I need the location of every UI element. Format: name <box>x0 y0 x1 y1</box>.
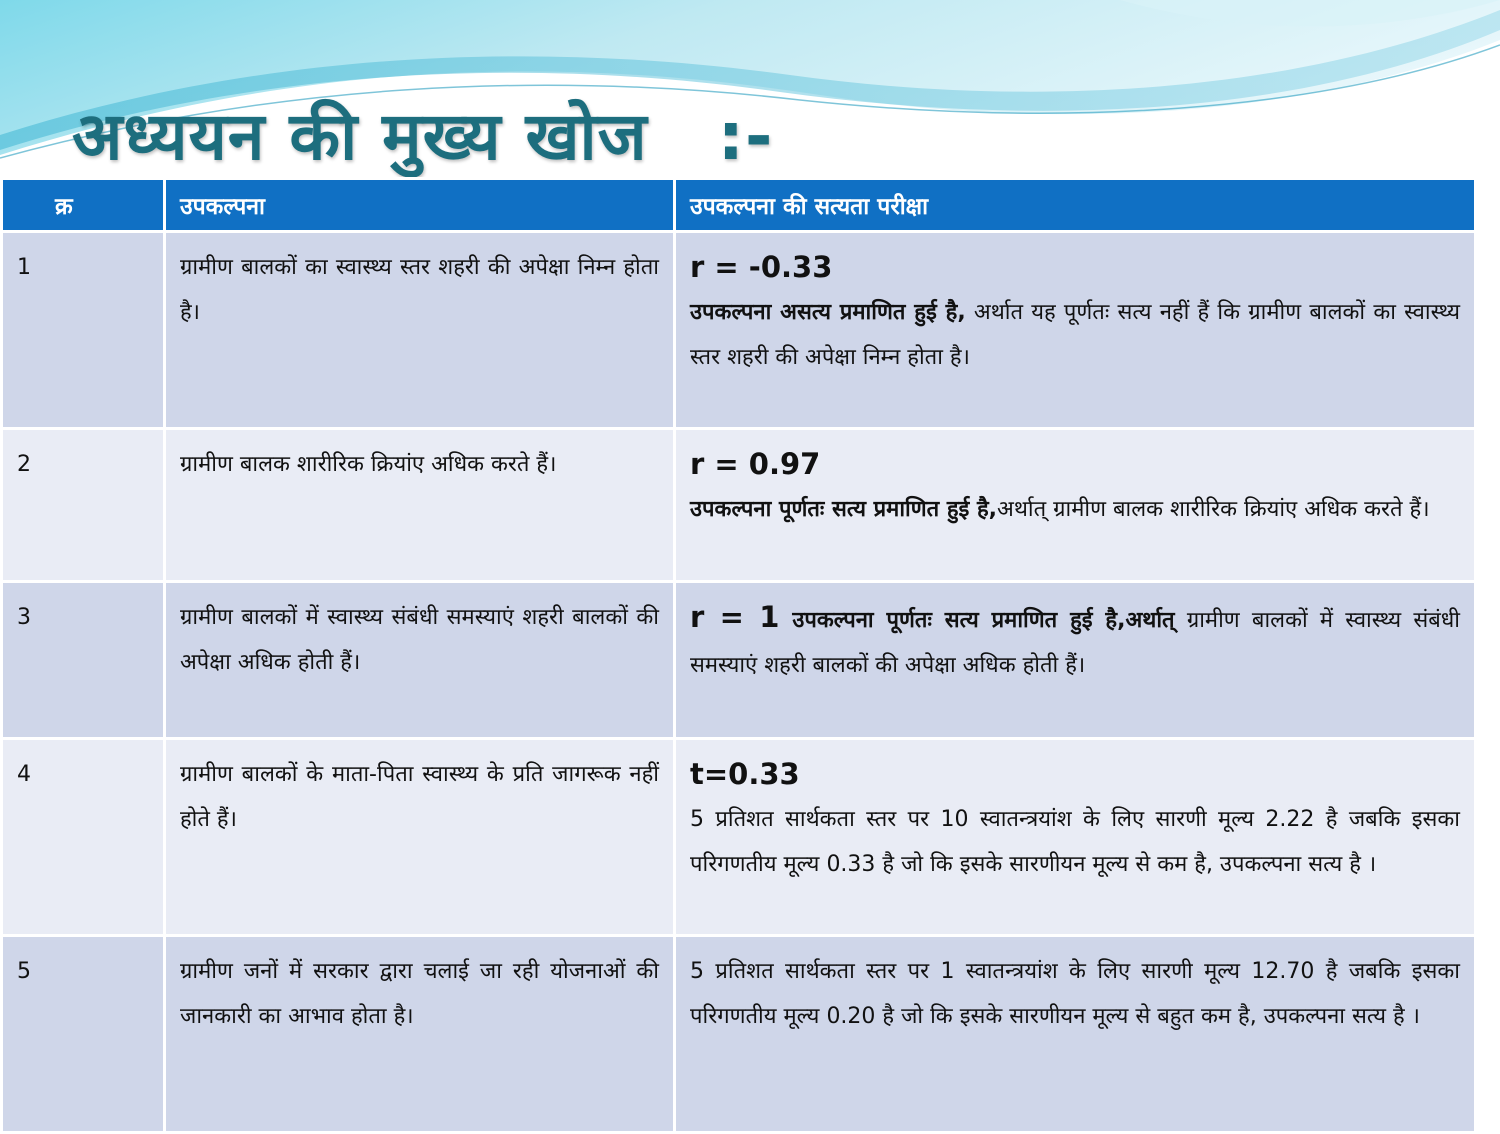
row-number: 2 <box>2 429 165 582</box>
header-test: उपकल्पना की सत्यता परीक्षा <box>675 179 1476 232</box>
slide-title-separator: :- <box>717 98 774 175</box>
test-explanation: 5 प्रतिशत सार्थकता स्तर पर 10 स्वातन्त्रयांश के लिए सारणी मूल्य 2.22 है जबकि इसका परिगणतीय मूल्य 0.33 है जो कि इसके सारणीयन मूल्य से कम है, उपकल्पना सत्य है । <box>690 807 1460 877</box>
slide-title <box>72 92 773 182</box>
hypothesis-cell: ग्रामीण बालकों के माता-पिता स्वास्थ्य के प्रति जागरूक नहीं होते हैं। <box>165 739 675 936</box>
test-statistic: r = 0.97 <box>690 447 821 481</box>
test-explanation: अर्थात यह पूर्णतः सत्य नहीं हैं कि ग्रामीण बालकों का स्वास्थ्य स्तर शहरी की अपेक्षा निम्न होता है। <box>690 300 1460 370</box>
test-explanation: अर्थात् ग्रामीण बालक शारीरिक क्रियांए अधिक करते हैं। <box>997 497 1430 522</box>
row-number: 5 <box>2 936 165 1133</box>
header-hypothesis: उपकल्पना <box>165 179 675 232</box>
test-statistic: r = 1 <box>690 600 780 634</box>
test-explanation: ग्रामीण बालकों में स्वास्थ्य संबंधी समस्याएं शहरी बालकों की अपेक्षा अधिक होती हैं। <box>690 608 1461 678</box>
test-explanation: 5 प्रतिशत सार्थकता स्तर पर 1 स्वातन्त्रयांश के लिए सारणी मूल्य 12.70 है जबकि इसका परिगणतीय मूल्य 0.20 है जो कि इसके सारणीयन मूल्य से बहुत कम है, उपकल्पना सत्य है । <box>690 959 1460 1029</box>
findings-table <box>0 177 1477 1134</box>
test-verdict: उपकल्पना पूर्णतः सत्य प्रमाणित हुई है,अर्थात् <box>779 608 1175 633</box>
test-cell <box>675 936 1476 1133</box>
row-number: 4 <box>2 739 165 936</box>
row-number: 1 <box>2 232 165 429</box>
table-row <box>2 429 1476 582</box>
header-number: क्र <box>2 179 165 232</box>
table-row <box>2 739 1476 936</box>
test-cell <box>675 429 1476 582</box>
row-number: 3 <box>2 582 165 739</box>
hypothesis-cell: ग्रामीण बालक शारीरिक क्रियांए अधिक करते हैं। <box>165 429 675 582</box>
test-cell <box>675 232 1476 429</box>
test-verdict: उपकल्पना असत्य प्रमाणित हुई है, <box>690 300 966 325</box>
test-statistic: r = -0.33 <box>690 250 833 284</box>
table-row <box>2 582 1476 739</box>
hypothesis-cell: ग्रामीण जनों में सरकार द्वारा चलाई जा रही योजनाओं की जानकारी का आभाव होता है। <box>165 936 675 1133</box>
hypothesis-cell: ग्रामीण बालकों का स्वास्थ्य स्तर शहरी की अपेक्षा निम्न होता है। <box>165 232 675 429</box>
slide-title-text: अध्ययन की मुख्य खोज <box>72 98 648 175</box>
test-statistic: t=0.33 <box>690 757 800 791</box>
table-header-row <box>2 179 1476 232</box>
test-cell <box>675 739 1476 936</box>
test-cell <box>675 582 1476 739</box>
test-verdict: उपकल्पना पूर्णतः सत्य प्रमाणित हुई है, <box>690 497 998 522</box>
hypothesis-cell: ग्रामीण बालकों में स्वास्थ्य संबंधी समस्याएं शहरी बालकों की अपेक्षा अधिक होती हैं। <box>165 582 675 739</box>
table-row <box>2 936 1476 1133</box>
table-row <box>2 232 1476 429</box>
